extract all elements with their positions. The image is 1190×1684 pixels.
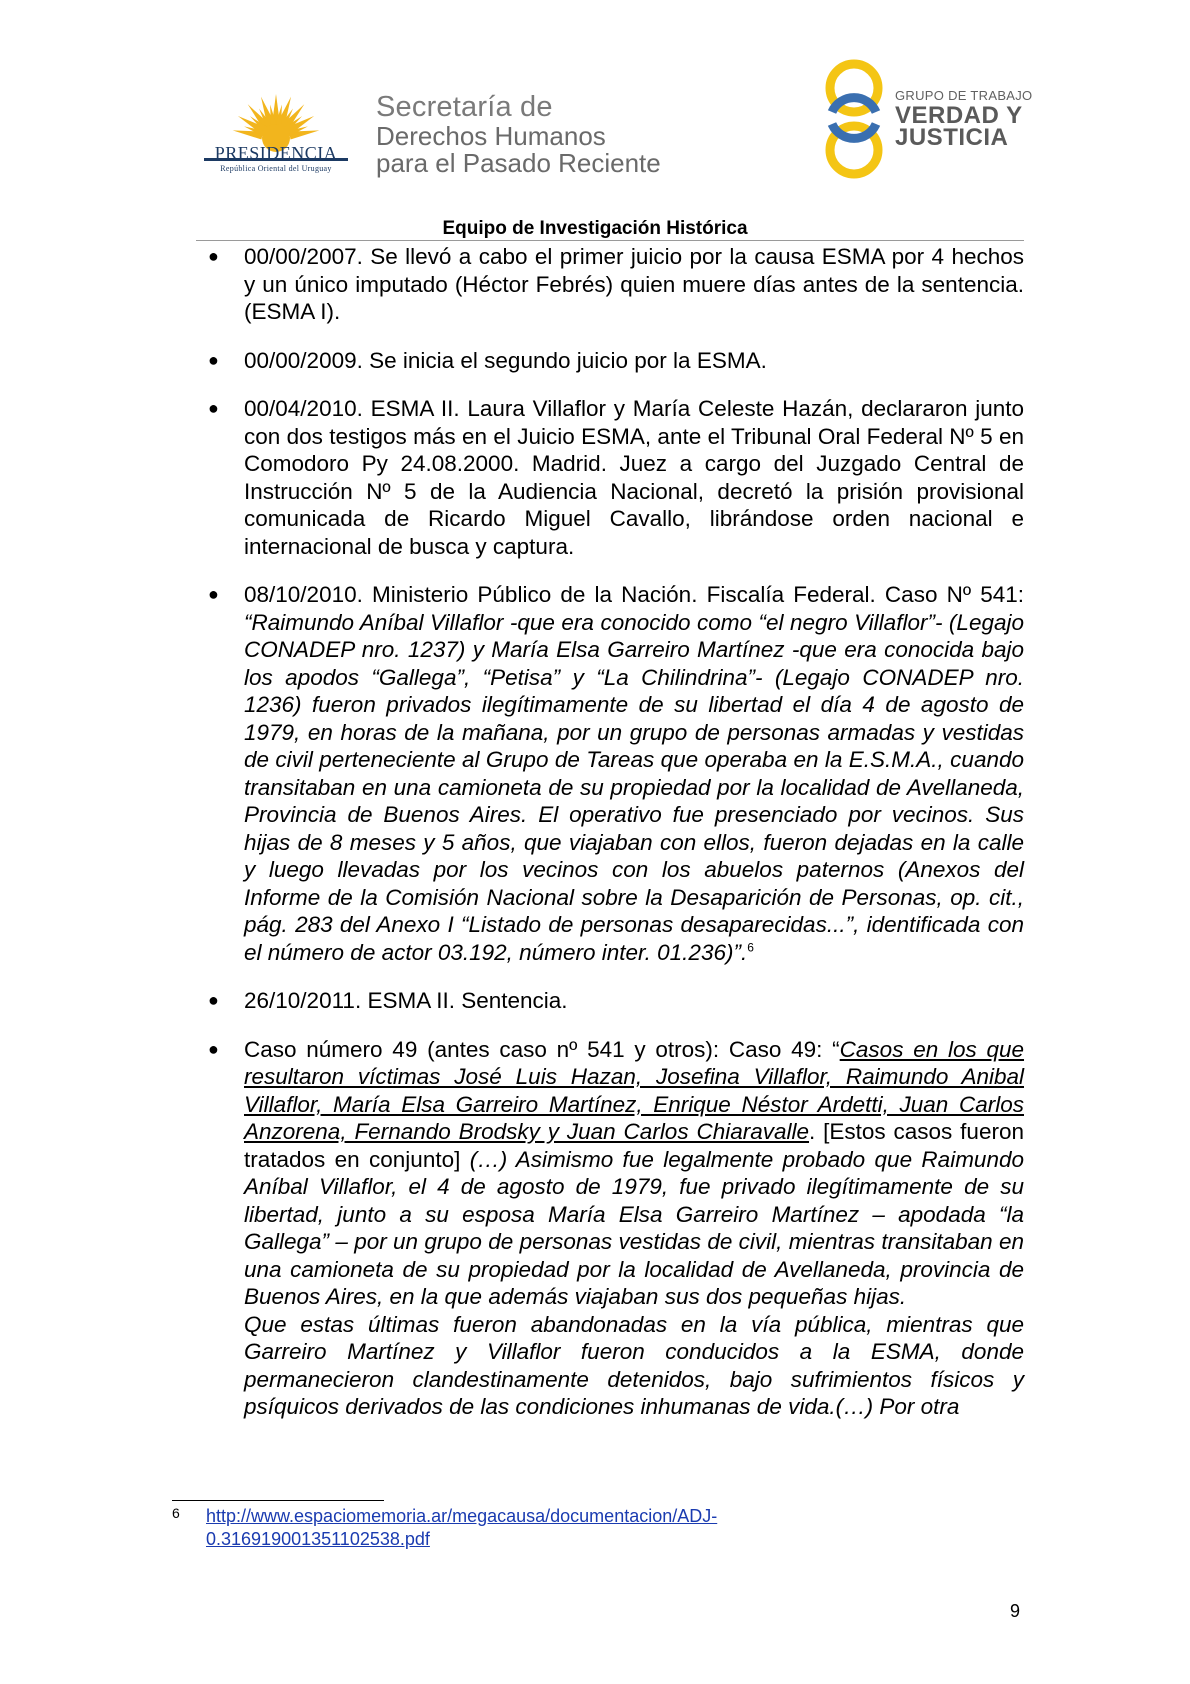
secretaria-line-2: Derechos Humanos [376, 121, 606, 151]
item-quote: “Raimundo Aníbal Villaflor -que era conocido como “el negro Villaflor”- (Legajo CONADEP nro. 1237) y María Elsa Garreiro Martínez -que era conocida bajo los apodos “Gallega”, “Petisa” y “La Chilindrina”- (Legajo CONADEP nro. 1236) fueron privados ilegítimamente de su libertad el día 4 de agosto de 1979, en horas de la mañana, por un grupo de personas armadas y vestidas de civil perteneciente al Grupo de Tareas que operaba en la E.S.M.A., cuando transitaban en una camioneta de su propiedad por la localidad de Avellaneda, Provincia de Buenos Aires. El operativo fue presenciado por vecinos. Sus hijas de 8 meses y 5 años, que viajaban con ellos, fueron dejadas en la calle y luego llevadas por los vecinos con los abuelos paternos (Anexos del Informe de la Comisión Nacional sobre la Desaparición de Personas, op. cit., pág. 283 del Anexo I “Listado de personas desaparecidas...”, identificada con el número de actor 03.192, número inter. 01.236)”. [244, 609, 1024, 965]
item-text: 00/00/2007. Se llevó a cabo el primer juicio por la causa ESMA por 4 hechos y un único imputado (Héctor Febrés) quien muere días antes de la sentencia. (ESMA I). [244, 244, 1024, 324]
presidencia-label: PRESIDENCIA [214, 143, 338, 163]
bullet-icon: ● [208, 990, 219, 1010]
item-text: 00/04/2010. ESMA II. Laura Villaflor y María Celeste Hazán, declararon junto con dos testigos más en el Juicio ESMA, ante el Tribunal Oral Federal Nº 5 en Comodoro Py 24.08.2000. Madrid. Juez a cargo del Juzgado Central de Instrucción Nº 5 de la Audiencia Nacional, decretó la prisión provisional comunicada de Ricardo Miguel Cavallo, librándose orden nacional e internacional de busca y captura. [244, 396, 1024, 559]
footnote-number: 6 [172, 1505, 180, 1521]
item-text: 00/00/2009. Se inicia el segundo juicio por la ESMA. [244, 347, 767, 373]
list-item [208, 243, 1024, 326]
item-text: 26/10/2011. ESMA II. Sentencia. [244, 988, 568, 1013]
list-item [208, 1036, 1024, 1421]
item-after-underline: . [809, 1119, 824, 1144]
list-item [208, 395, 1024, 560]
grupo-line-2: VERDAD Y [895, 102, 1023, 129]
list-item [208, 347, 1024, 375]
bullet-icon: ● [208, 584, 219, 604]
bullet-icon: ● [208, 246, 219, 266]
bullet-icon: ● [208, 398, 219, 418]
item-prefix: 08/10/2010. Ministerio Público de la Nación. Fiscalía Federal. Caso Nº 541: [244, 582, 1024, 607]
item-italic-2: Que estas últimas fueron abandonadas en la vía pública, mientras que Garreiro Martínez y Villaflor fueron conducidos a la ESMA, donde permanecieron clandestinamente detenidos, bajo sufrimientos físicos y psíquicos derivados de las condiciones inhumanas de vida.(…) Por otra [244, 1311, 1024, 1419]
verdad-justicia-logo-icon [820, 58, 888, 180]
main-content [208, 243, 1024, 1442]
bullet-icon: ● [208, 349, 219, 370]
secretaria-line-3: para el Pasado Reciente [376, 148, 661, 178]
team-title: Equipo de Investigación Histórica [442, 218, 748, 239]
presidencia-subtitle: República Oriental del Uruguay [220, 164, 332, 173]
footnote-ref[interactable]: 6 [747, 940, 754, 954]
secretaria-line-1: Secretaría de [376, 91, 553, 123]
item-prefix: Caso número 49 (antes caso nº 541 y otros): Caso 49: “ [244, 1036, 840, 1062]
item-italic-1: (…) Asimismo fue legalmente probado que Raimundo Aníbal Villaflor, el 4 de agosto de 1979, fue privado ilegítimamente de su libertad, junto a su esposa María Elsa Garreiro Martínez – apodada “la Gallega” – por un grupo de personas vestidas de civil, mientras transitaban en una camioneta de su propiedad por la localidad de Avellaneda, provincia de Buenos Aires, en la que además viajaban sus dos pequeñas hijas. [244, 1146, 1024, 1309]
list-item [208, 987, 1024, 1015]
page-number: 9 [1010, 1601, 1021, 1621]
bullet-icon: ● [208, 1038, 219, 1059]
item-bracket: [Estos casos fueron tratados en conjunto] [244, 1119, 1024, 1172]
item-underlined: Casos en los que resultaron víctimas José Luis Hazan, Josefina Villaflor, Raimundo Anibal Villaflor, María Elsa Garreiro Martínez, Enrique Néstor Ardetti, Juan Carlos Anzorena, Fernando Brodsky y Juan Carlos Chiaravalle [244, 1036, 1025, 1144]
grupo-line-3: JUSTICIA [895, 124, 1009, 151]
event-list [208, 243, 1024, 1421]
header-divider [196, 240, 1024, 241]
list-item [208, 581, 1024, 966]
footnote-link[interactable]: http://www.espaciomemoria.ar/megacausa/documentacion/ADJ-0.316919001351102538.pdf [206, 1506, 718, 1549]
footnote-divider [172, 1500, 384, 1501]
grupo-line-1: GRUPO DE TRABAJO [895, 88, 1033, 103]
